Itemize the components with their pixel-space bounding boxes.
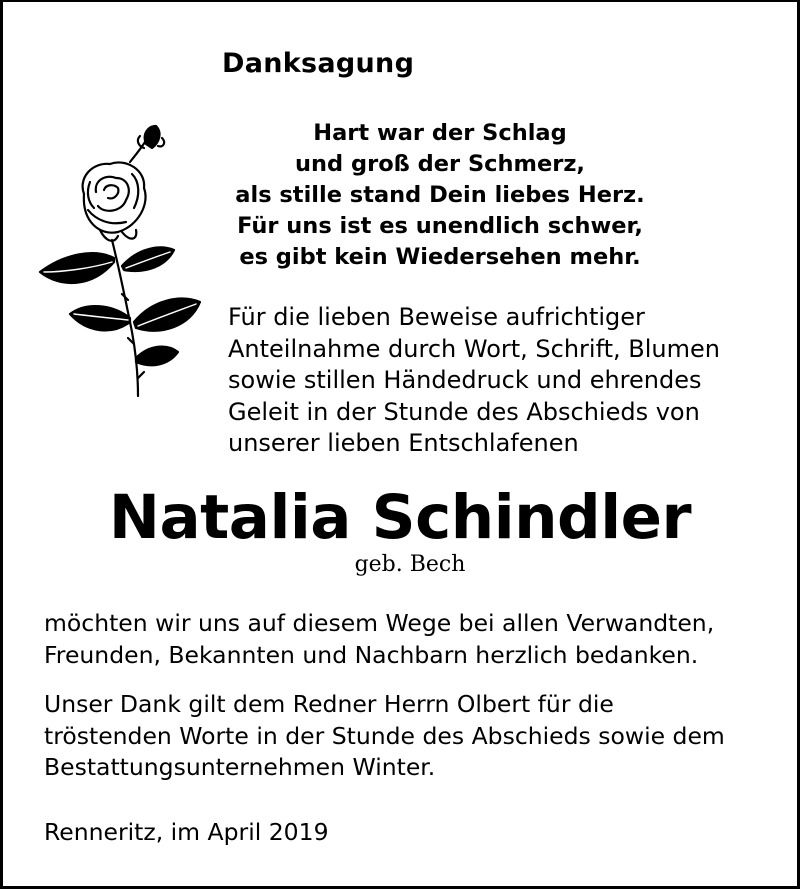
poem-line: Hart war der Schlag (313, 120, 567, 146)
deceased-name: Natalia Schindler (108, 482, 692, 553)
poem-line: und groß der Schmerz, (295, 151, 585, 177)
intro-line: Für die lieben Beweise aufrichtiger (228, 303, 645, 331)
thanks-paragraph (44, 608, 784, 671)
special-thanks-line: Unser Dank gilt dem Redner Herrn Olbert für die (44, 690, 614, 718)
poem-line: es gibt kein Wiedersehen mehr. (239, 244, 641, 270)
maiden-name: geb. Bech (354, 552, 466, 577)
maiden-name-wrap (0, 552, 800, 577)
intro-line: Geleit in der Stunde des Abschieds von (228, 397, 700, 426)
thanks-line: möchten wir uns auf diesem Wege bei allen Verwandten, (44, 609, 715, 637)
place-date: Renneritz, im April 2019 (44, 818, 329, 846)
intro-line: sowie stillen Händedruck und ehrendes (228, 366, 702, 394)
intro-line: unserer lieben Entschlafenen (228, 429, 579, 457)
notice-heading: Danksagung (222, 48, 415, 79)
special-thanks-paragraph (44, 689, 784, 784)
poem (230, 118, 650, 273)
poem-line: als stille stand Dein liebes Herz. (235, 182, 645, 208)
poem-line: Für uns ist es unendlich schwer, (237, 213, 643, 239)
intro-line: Anteilnahme durch Wort, Schrift, Blumen (228, 334, 720, 363)
intro-paragraph (228, 302, 788, 460)
thanks-line: Freunden, Bekannten und Nachbarn herzlich bedanken. (44, 640, 699, 669)
special-thanks-line: Bestattungsunternehmen Winter. (44, 753, 436, 781)
rose-icon (34, 122, 206, 400)
special-thanks-line: tröstenden Worte in der Stunde des Abschieds sowie dem (44, 721, 725, 750)
